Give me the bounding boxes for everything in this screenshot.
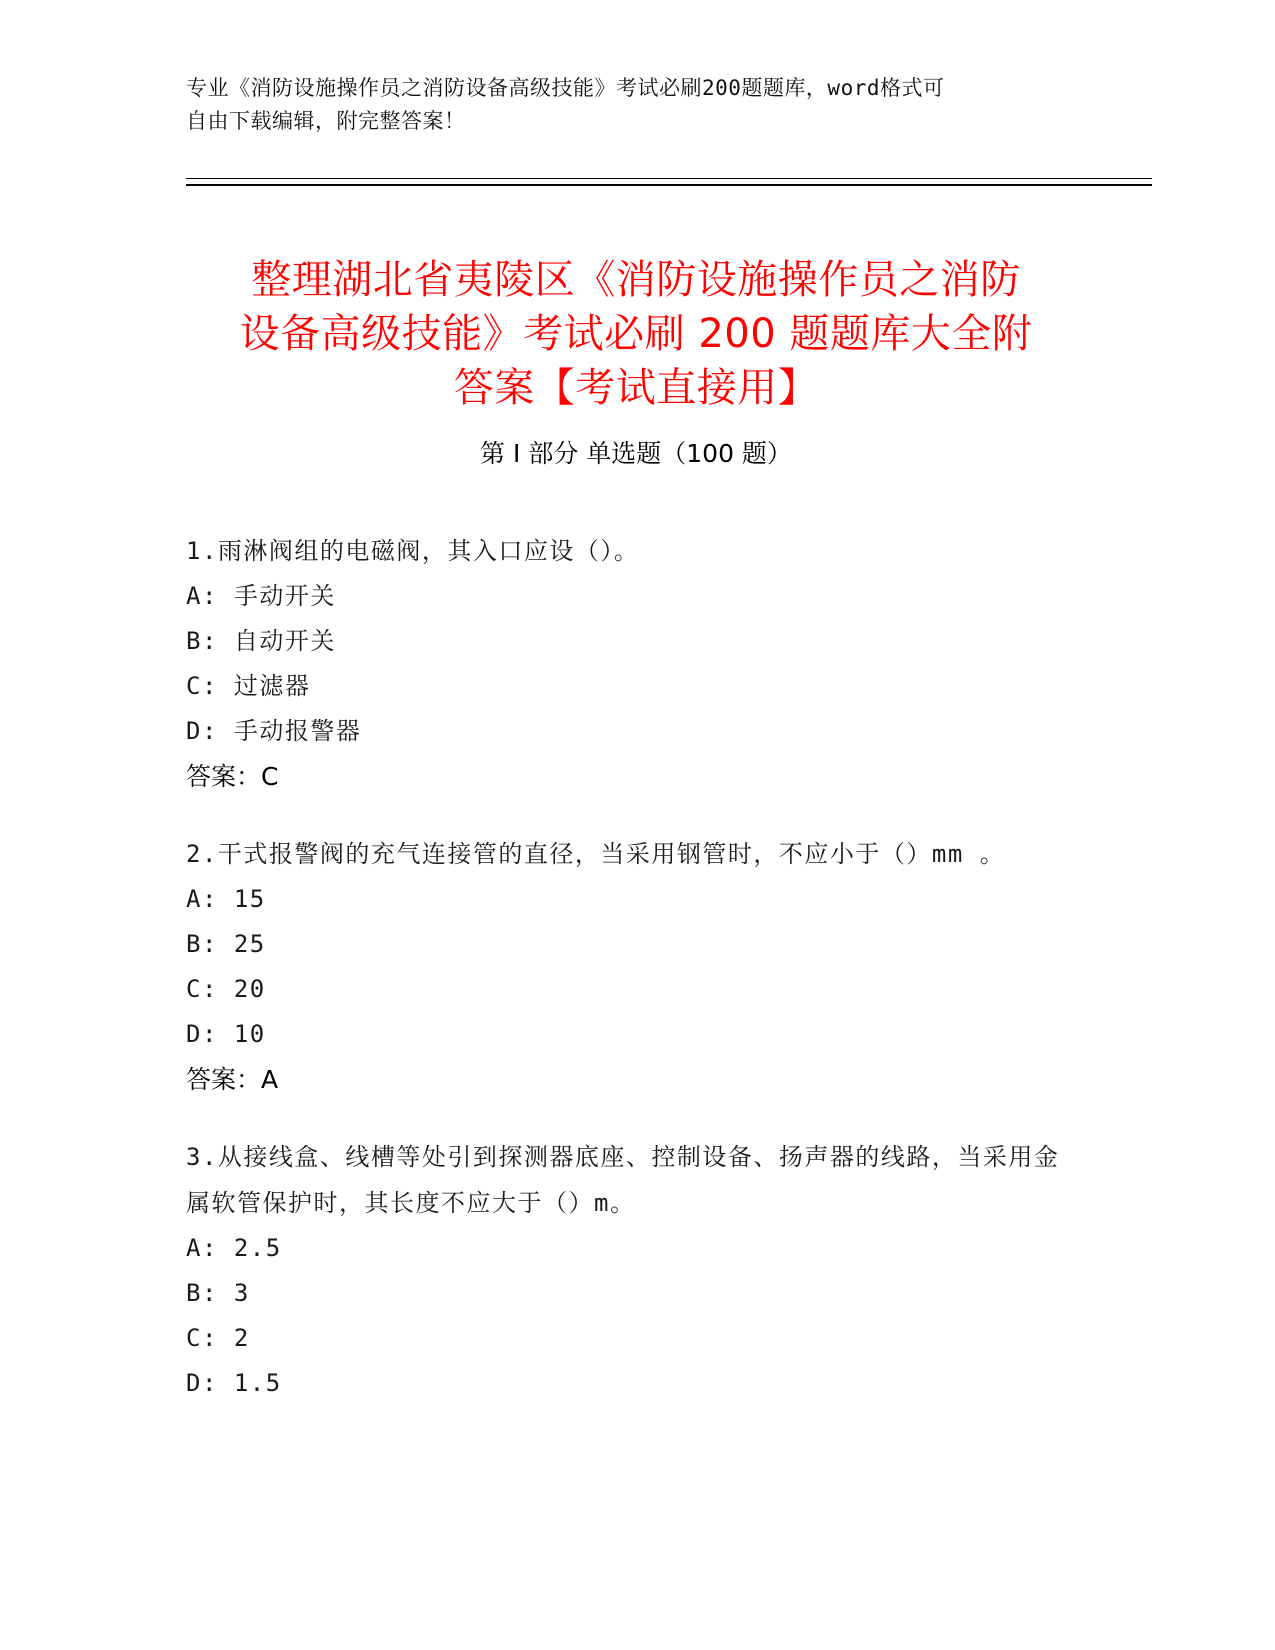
answer-line: 答案：A xyxy=(186,1065,279,1094)
option-a: A: 2.5 xyxy=(186,1234,282,1262)
option-c: C: 20 xyxy=(186,975,266,1003)
header-note xyxy=(186,72,1066,138)
document-title xyxy=(186,253,1086,415)
question-stem: 1.雨淋阀组的电磁阀，其入口应设（）。 xyxy=(186,537,640,565)
option-c: C: 2 xyxy=(186,1324,250,1352)
document-title-line-2: 设备高级技能》考试必刷 200 题题库大全附 xyxy=(239,310,1033,357)
header-divider-thin xyxy=(186,178,1152,179)
document-title-line-3: 答案【考试直接用】 xyxy=(453,364,819,411)
option-d: D: 1.5 xyxy=(186,1369,282,1397)
question-3 xyxy=(186,1134,1066,1406)
option-a: A: 手动开关 xyxy=(186,582,336,610)
question-2 xyxy=(186,831,1066,1102)
question-list xyxy=(186,528,1066,1438)
section-heading: 第 I 部分 单选题（100 题） xyxy=(480,439,792,468)
question-stem: 3.从接线盒、线槽等处引到探测器底座、控制设备、扬声器的线路，当采用金属软管保护时，其长度不应大于（）m。 xyxy=(186,1143,1060,1217)
document-title-line-1: 整理湖北省夷陵区《消防设施操作员之消防 xyxy=(251,256,1021,303)
option-d: D: 10 xyxy=(186,1020,266,1048)
option-b: B: 25 xyxy=(186,930,266,958)
question-1 xyxy=(186,528,1066,799)
header-divider-thick xyxy=(186,184,1152,186)
option-d: D: 手动报警器 xyxy=(186,717,362,745)
option-c: C: 过滤器 xyxy=(186,672,311,700)
answer-line: 答案：C xyxy=(186,762,279,791)
option-a: A: 15 xyxy=(186,885,266,913)
question-stem: 2.干式报警阀的充气连接管的直径，当采用钢管时，不应小于（）mm 。 xyxy=(186,840,1006,868)
option-b: B: 3 xyxy=(186,1279,250,1307)
header-note-line-1: 专业《消防设施操作员之消防设备高级技能》考试必刷200题题库，word格式可 xyxy=(186,76,945,100)
option-b: B: 自动开关 xyxy=(186,627,336,655)
header-note-line-2: 自由下载编辑，附完整答案！ xyxy=(186,109,466,133)
